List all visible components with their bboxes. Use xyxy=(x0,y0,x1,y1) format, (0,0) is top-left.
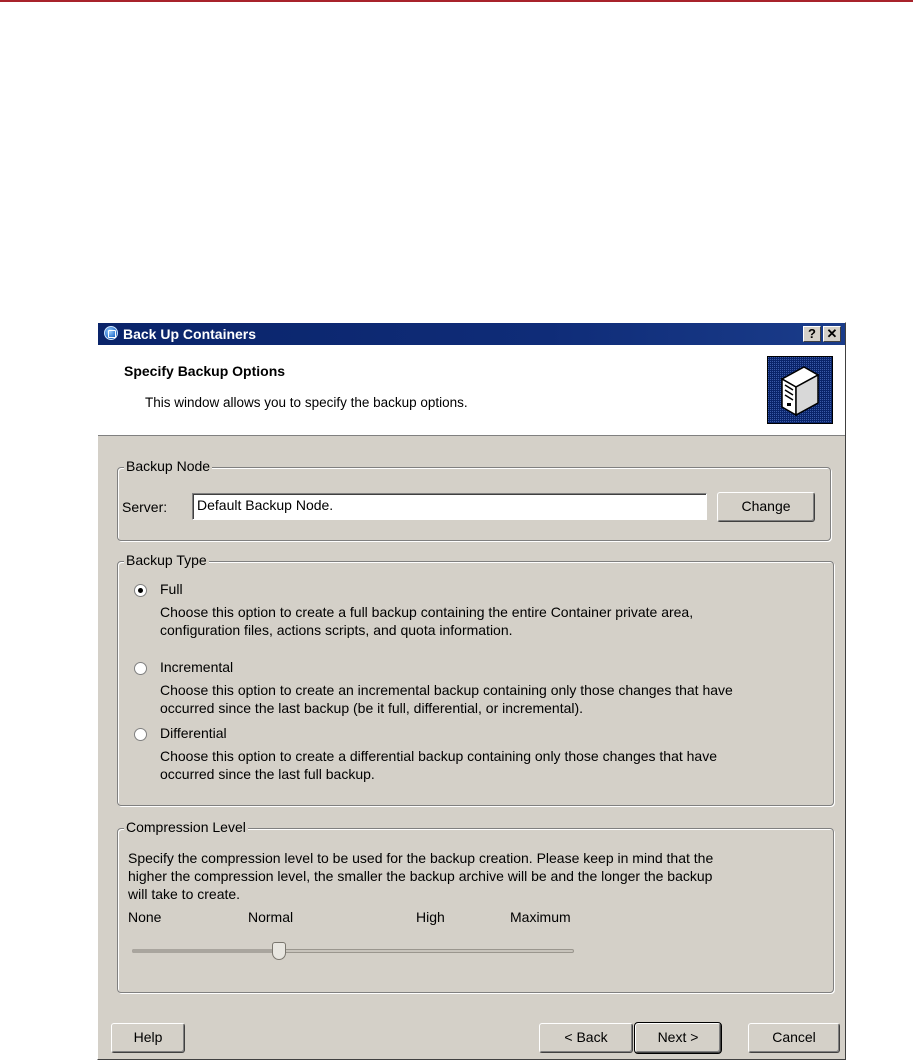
title-bar[interactable] xyxy=(98,323,845,345)
slider-fill xyxy=(132,949,279,953)
level-high-label: High xyxy=(416,909,445,925)
compression-desc-line2: higher the compression level, the smaller the backup archive will be and the longer the backup xyxy=(128,868,713,884)
server-field[interactable]: Default Backup Node. xyxy=(192,493,707,520)
server-icon xyxy=(767,356,833,424)
help-title-button[interactable]: ? xyxy=(803,326,821,342)
top-rule xyxy=(0,0,913,2)
window-title: Back Up Containers xyxy=(123,326,257,342)
radio-full[interactable] xyxy=(134,584,147,597)
option-differential-desc-line2: occurred since the last full backup. xyxy=(160,766,375,782)
backup-type-legend: Backup Type xyxy=(126,552,207,568)
option-incremental-desc-line2: occurred since the last backup (be it full, differential, or incremental). xyxy=(160,700,584,716)
radio-incremental[interactable] xyxy=(134,662,147,675)
option-full-desc-line2: configuration files, actions scripts, and quota information. xyxy=(160,622,513,638)
wizard-header xyxy=(98,345,845,436)
page-subtitle: This window allows you to specify the backup options. xyxy=(145,395,468,410)
server-label: Server: xyxy=(122,499,168,515)
cancel-button[interactable]: Cancel xyxy=(748,1023,840,1053)
backup-dialog xyxy=(97,322,846,1060)
option-incremental-desc-line1: Choose this option to create an incremental backup containing only those changes that have xyxy=(160,682,733,698)
change-button[interactable]: Change xyxy=(717,492,815,522)
page-title: Specify Backup Options xyxy=(124,363,286,379)
level-normal-label: Normal xyxy=(248,909,294,925)
option-differential-label[interactable]: Differential xyxy=(160,725,227,741)
compression-group xyxy=(117,819,834,993)
compression-slider[interactable] xyxy=(132,939,574,963)
radio-differential[interactable] xyxy=(134,728,147,741)
compression-desc-line3: will take to create. xyxy=(128,886,241,902)
level-maximum-label: Maximum xyxy=(510,909,571,925)
help-button[interactable]: Help xyxy=(111,1023,185,1053)
close-button[interactable]: ✕ xyxy=(823,326,841,342)
backup-node-legend: Backup Node xyxy=(126,458,211,474)
next-button[interactable]: Next > xyxy=(635,1023,721,1053)
option-full-label[interactable]: Full xyxy=(160,581,183,597)
compression-desc-line1: Specify the compression level to be used for the backup creation. Please keep in mind that the xyxy=(128,850,714,866)
level-none-label: None xyxy=(128,909,162,925)
slider-thumb[interactable] xyxy=(272,942,286,960)
app-icon xyxy=(104,326,118,340)
back-button[interactable]: < Back xyxy=(539,1023,633,1053)
option-full-desc-line1: Choose this option to create a full backup containing the entire Container private area, xyxy=(160,604,694,620)
compression-legend: Compression Level xyxy=(126,819,246,835)
backup-node-group xyxy=(117,458,831,541)
backup-type-group xyxy=(117,552,834,806)
option-incremental-label[interactable]: Incremental xyxy=(160,659,234,675)
option-differential-desc-line1: Choose this option to create a differential backup containing only those changes that have xyxy=(160,748,718,764)
